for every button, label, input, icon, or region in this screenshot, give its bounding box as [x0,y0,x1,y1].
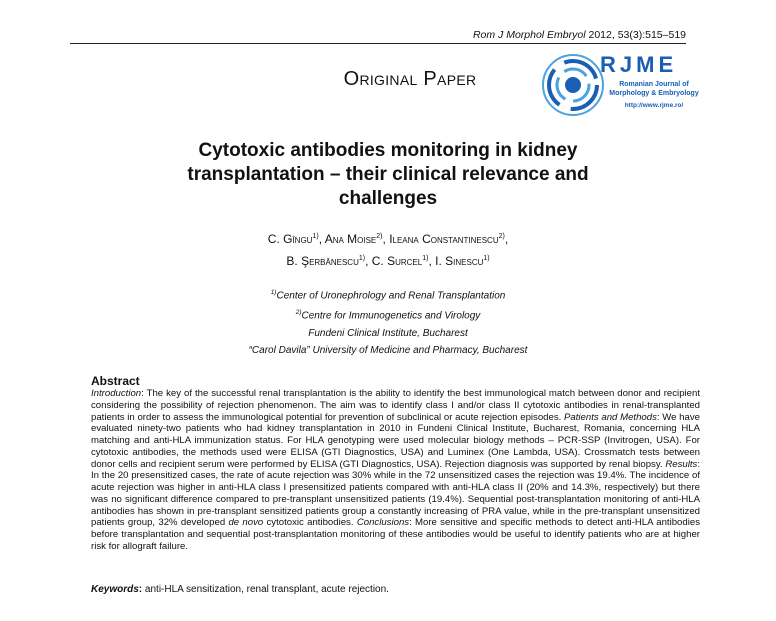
journal-citation-line [70,29,686,44]
keywords-label: Keywords [91,584,139,595]
abstract-intro: : The key of the successful renal transplantation is the ability to identify the best immunological match between donor and recipient considering the possibility of rejection phenomenon. The aim was to identify class I and/or class II cytotoxic antibodies in renal-transplanted patients in order to assess the immunological potential for prevention of subclinical or acute rejection episodes. [91,388,700,423]
journal-logo [538,50,698,120]
abstract-results-a: : In the 20 presensitized cases, the rate of acute rejection was 30% while in the 72 unsensitized cases the rejection was 19.4%. The incidence of acute rejection was higher in anti-HLA class I presensitized patients compared with anti-HLA class II (20% and 14.3%, respectively) but there was no significant difference compared to pre-transplant unsensitized patients (19.4%). Sequential post-transplantation monitoring of anti-HLA antibodies has shown in pre-transplant sensitized patients group a constantly increasing of PRA value, while in the pre-transplant unsensitized patients group, 32% developed [91,458,700,529]
abstract-heading: Abstract [91,374,140,388]
author: C. Gîngu$^{1)}$, [267,232,325,246]
journal-abbrev: Rom J Morphol Embryol [472,29,586,41]
author-list [150,227,626,271]
author: C. Surcel$^{1)}$, [371,254,436,268]
affiliations [150,284,626,359]
abstract-conclusions: : More sensitive and specific methods to detect anti-HLA antibodies before transplantation and sequential post-transplantation monitoring of these antibodies would be useful to identify patients who are at higher risk for allograft failure. [91,517,700,552]
affiliation-institute: Fundeni Clinical Institute, Bucharest [308,327,468,339]
paper-title: Cytotoxic antibodies monitoring in kidney transplantation – their clinical relevance and challenges [187,140,589,209]
logo-letters: RJME [600,52,678,77]
logo-name-line2: Morphology & Embryology [609,90,699,97]
logo-url: http://www.rjme.ro/ [624,102,684,109]
abstract-conclusions-label: Conclusions [356,517,410,529]
keywords [91,584,700,595]
abstract-text [91,388,700,553]
author: Ana Moise$^{2)}$, [324,232,390,246]
logo-swirl-icon [538,50,608,120]
affiliation-university: “Carol Davila” University of Medicine and Pharmacy, Bucharest [248,344,528,356]
affiliation-1: $^{1)}$Center of Uronephrology and Renal Transplantation [270,289,506,302]
abstract-methods-label: Patients and Methods [564,411,657,423]
journal-citation: 2012, 53(3):515–519 [588,29,686,41]
logo-name-line1: Romanian Journal of [619,81,689,88]
paper-type: Original Paper [343,68,477,90]
author: I. Sinescu$^{1)}$ [435,254,490,268]
abstract-results-label: Results [665,458,698,470]
abstract-intro-label: Introduction [91,388,142,399]
abstract-results-italic: de novo [228,517,264,529]
abstract-methods: : We have evaluated ninety-two patients who had kidney transplantation in 2010 in Fundeni Clinical Institute, Bucharest, Romania, concerning HLA matching and anti-HLA immunization status. For HLA genotyping were used molecular biology methods – PCR-SSP (Invitrogen, USA). For cytotoxic antibodies, the methods used were ELISA (GTI Diagnostics, USA) and Luminex (One Lambda, USA). Crossmatch tests between donor cells and recipient serum were performed by ELISA (GTI Diagnostics, USA). Rejection diagnosis was supported by renal biopsy. [91,411,700,470]
author: B. Şerbănescu$^{1)}$, [286,254,372,268]
abstract-results-b: cytotoxic antibodies. [263,517,357,529]
keywords-text: anti-HLA sensitization, renal transplant, acute rejection. [142,584,389,595]
logo-journal-name [604,80,704,98]
keywords-colon: : [138,584,143,595]
affiliation-2: $^{2)}$Centre for Immunogenetics and Virology [295,309,481,322]
author: Ileana Constantinescu$^{2)}$, [389,232,509,246]
